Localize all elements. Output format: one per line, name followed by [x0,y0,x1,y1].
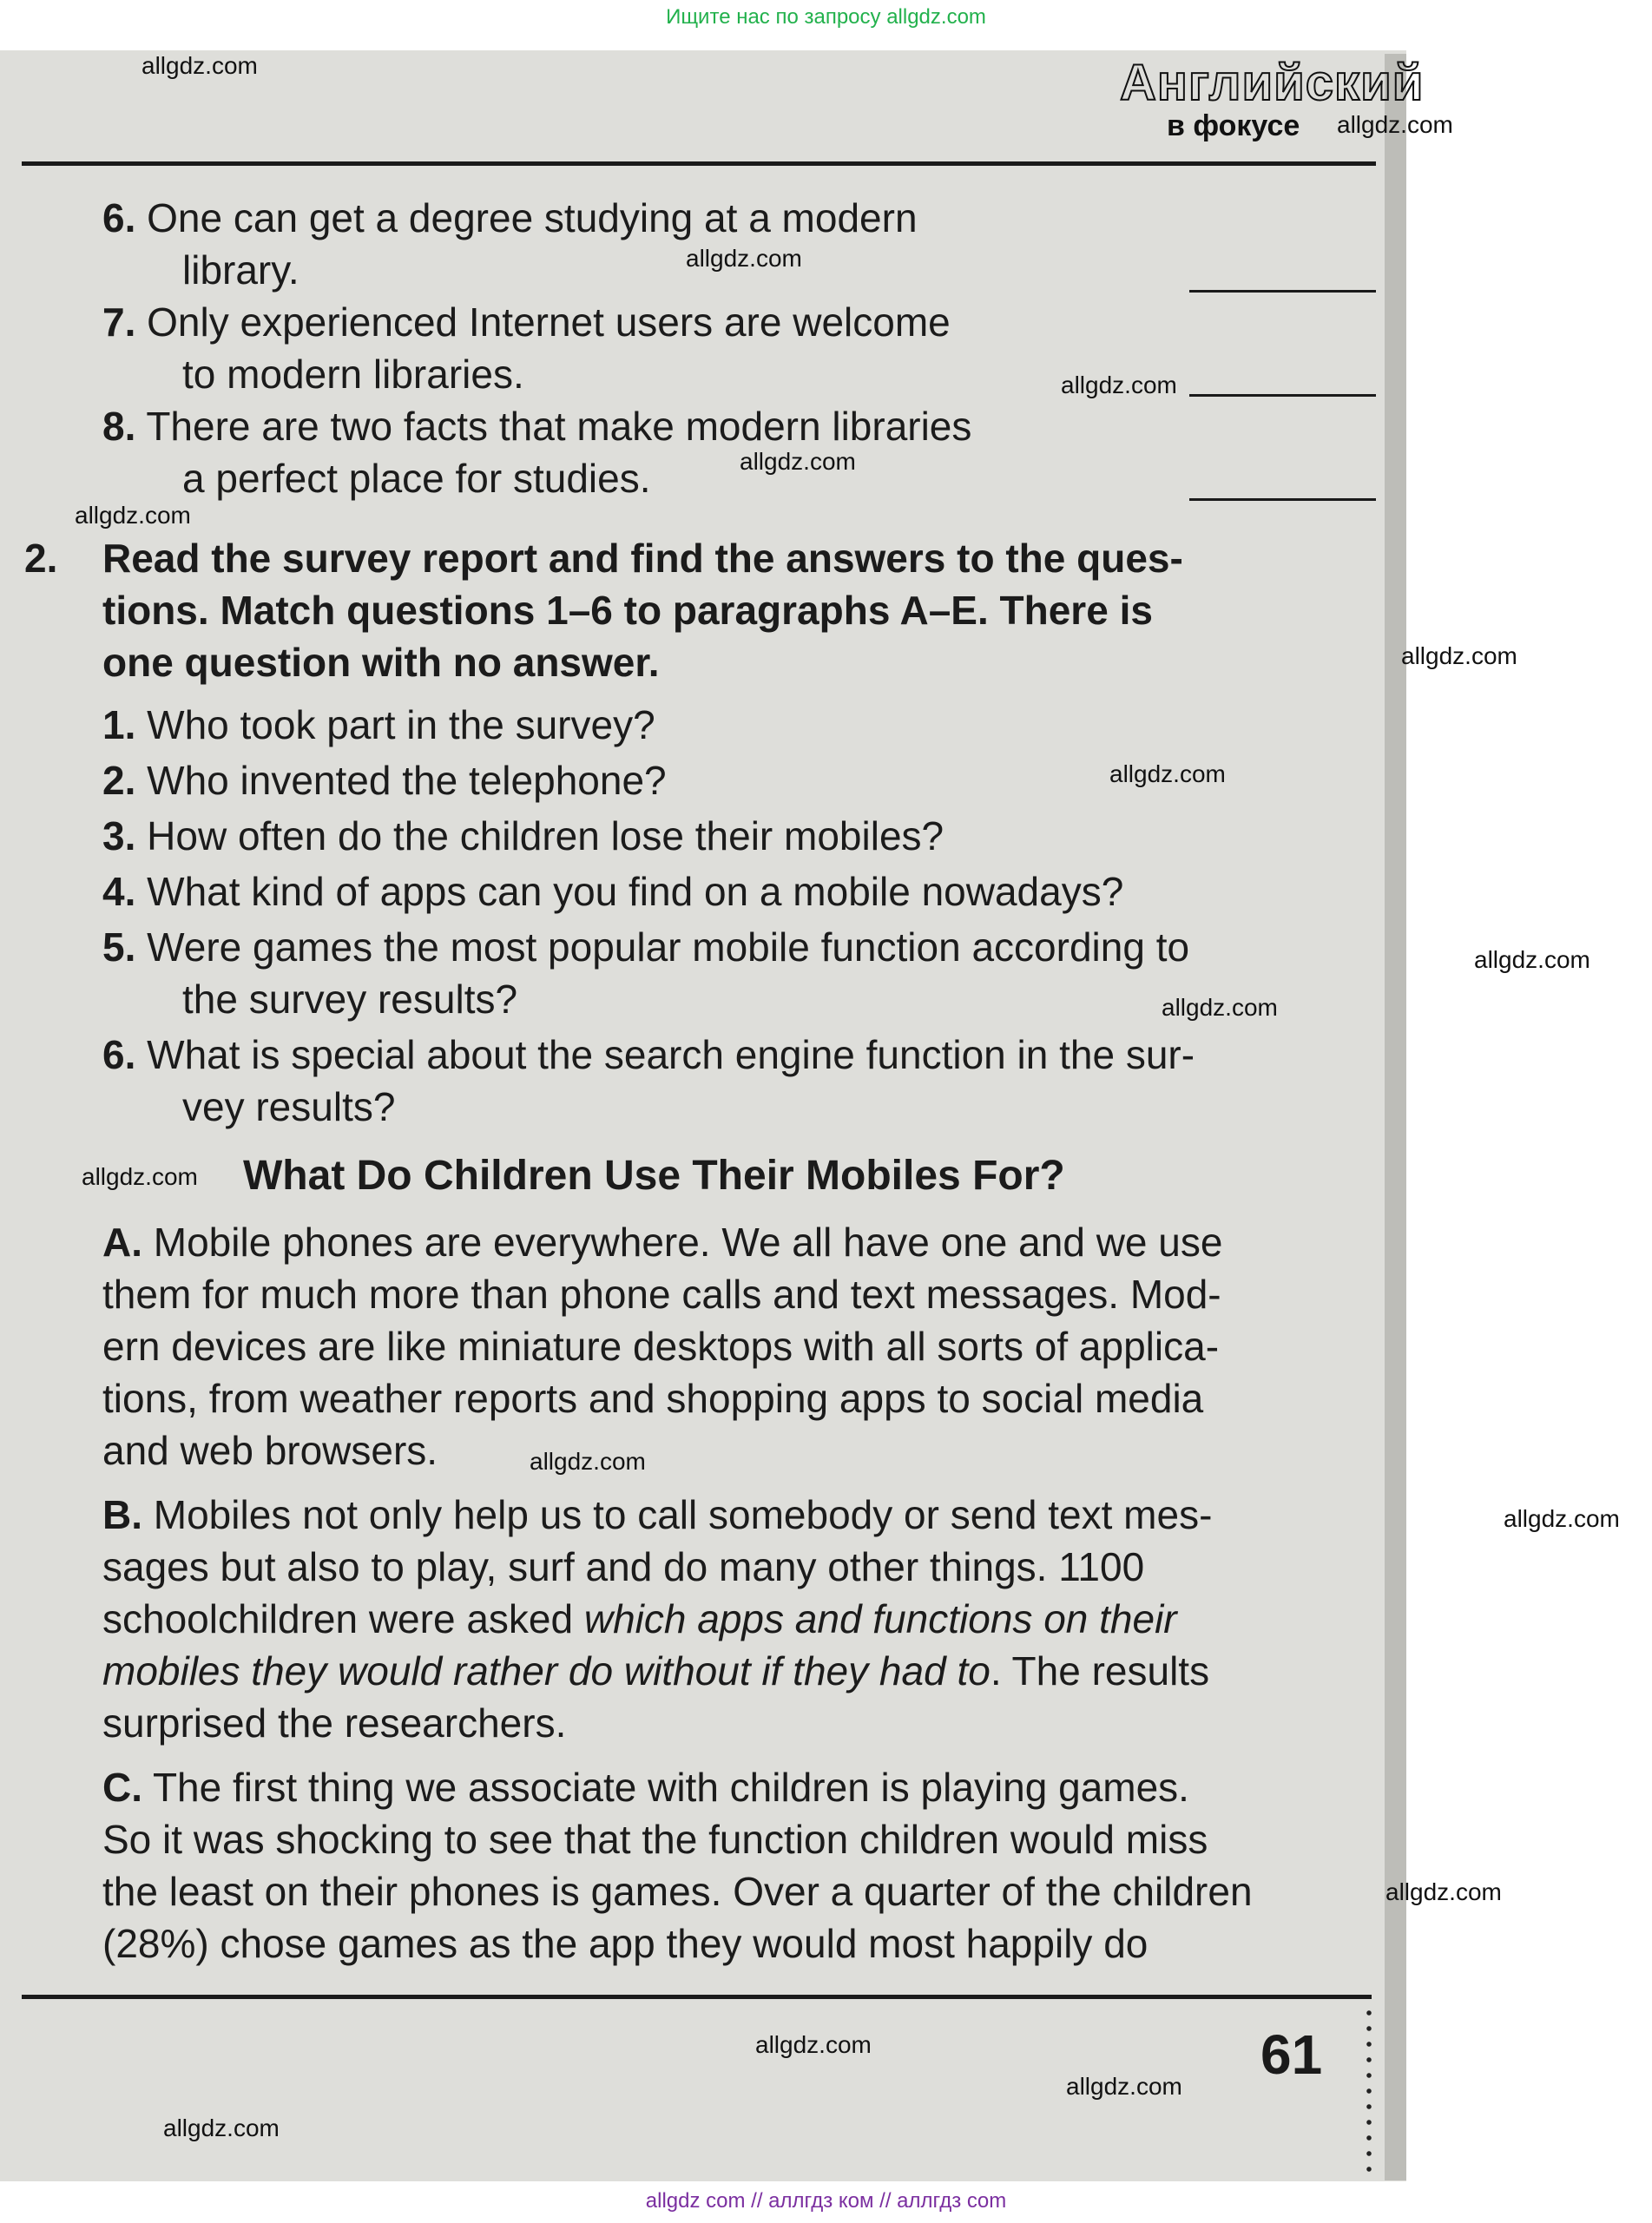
bottom-banner[interactable]: allgdz com // аллгдз ком // аллгдз com [0,2184,1652,2223]
watermark: allgdz.com [755,2031,872,2058]
para-c-line1: C. The first thing we associate with children is playing games. [102,1765,1189,1810]
task1-item-8-line2: a perfect place for studies. [182,456,651,501]
question-1: 1. Who took part in the survey? [102,702,655,747]
watermark: allgdz.com [1162,994,1278,1021]
watermark: allgdz.com [1401,642,1517,669]
question-3: 3. How often do the children lose their mobiles? [102,813,944,858]
logo-subtitle: в фокусе [1167,109,1300,142]
task2-instruction-line3: one question with no answer. [102,640,660,685]
task1-item-7-line2: to modern libraries. [182,352,524,397]
task2-instruction-line1: Read the survey report and find the answers to the ques- [102,536,1183,581]
para-b-line2: sages but also to play, surf and do many other things. 1100 [102,1544,1145,1589]
task1-item-7-line1: 7. Only experienced Internet users are welcome [102,299,951,345]
page-edge-shadow [1385,54,1406,2180]
task2-instruction-line2: tions. Match questions 1–6 to paragraphs A–E. There is [102,588,1153,633]
watermark: allgdz.com [1066,2073,1182,2100]
watermark: allgdz.com [1504,1505,1620,1532]
watermark: allgdz.com [82,1163,198,1190]
watermark: allgdz.com [1385,1878,1502,1905]
para-b-line1: B. Mobiles not only help us to call somebody or send text mes- [102,1492,1213,1537]
watermark: allgdz.com [686,245,802,272]
footer-rule [22,1995,1372,1999]
para-b-line5: surprised the researchers. [102,1700,567,1746]
task1-item-6-line2: library. [182,247,299,293]
task1-item-6-line1: 6. One can get a degree studying at a modern [102,195,918,240]
task2-number: 2. [24,536,58,581]
watermark: allgdz.com [740,448,856,475]
para-a-line3: ern devices are like miniature desktops with all sorts of applica- [102,1324,1220,1369]
watermark: allgdz.com [530,1448,646,1475]
task1-item-8-line1: 8. There are two facts that make modern libraries [102,404,972,449]
watermark: allgdz.com [75,502,191,529]
watermark: allgdz.com [163,2114,280,2141]
answer-blank-8 [1189,498,1376,501]
top-banner[interactable]: Ищите нас по запросу allgdz.com [0,0,1652,38]
question-4: 4. What kind of apps can you find on a mobile nowadays? [102,869,1124,914]
watermark: allgdz.com [1474,946,1590,973]
para-c-line2: So it was shocking to see that the function children would miss [102,1817,1208,1862]
question-6-line2: vey results? [182,1084,396,1129]
para-a-line1: A. Mobile phones are everywhere. We all have one and we use [102,1220,1223,1265]
page-number: 61 [1260,2023,1323,2086]
watermark: allgdz.com [1109,760,1226,787]
para-a-line5: and web browsers. [102,1428,438,1473]
para-b-line4: mobiles they would rather do without if they had to. The results [102,1648,1210,1694]
question-5-line1: 5. Were games the most popular mobile function according to [102,924,1190,970]
header-rule [22,161,1376,166]
para-a-line2: them for much more than phone calls and text messages. Mod- [102,1272,1221,1317]
para-b-line3: schoolchildren were asked which apps and functions on their [102,1596,1177,1641]
answer-blank-7 [1189,394,1376,397]
article-title: What Do Children Use Their Mobiles For? [243,1153,1065,1199]
question-6-line1: 6. What is special about the search engine function in the sur- [102,1032,1195,1077]
question-2: 2. Who invented the telephone? [102,758,667,803]
watermark: allgdz.com [1061,372,1177,398]
watermark: allgdz.com [1337,111,1453,138]
para-c-line4: (28%) chose games as the app they would most happily do [102,1921,1149,1966]
logo-title: Английский [1120,55,1425,111]
para-a-line4: tions, from weather reports and shopping apps to social media [102,1376,1204,1421]
para-c-line3: the least on their phones is games. Over a quarter of the children [102,1869,1253,1914]
binding-dots [1366,2005,1372,2179]
question-5-line2: the survey results? [182,977,518,1022]
watermark: allgdz.com [142,52,258,79]
answer-blank-6 [1189,290,1376,293]
